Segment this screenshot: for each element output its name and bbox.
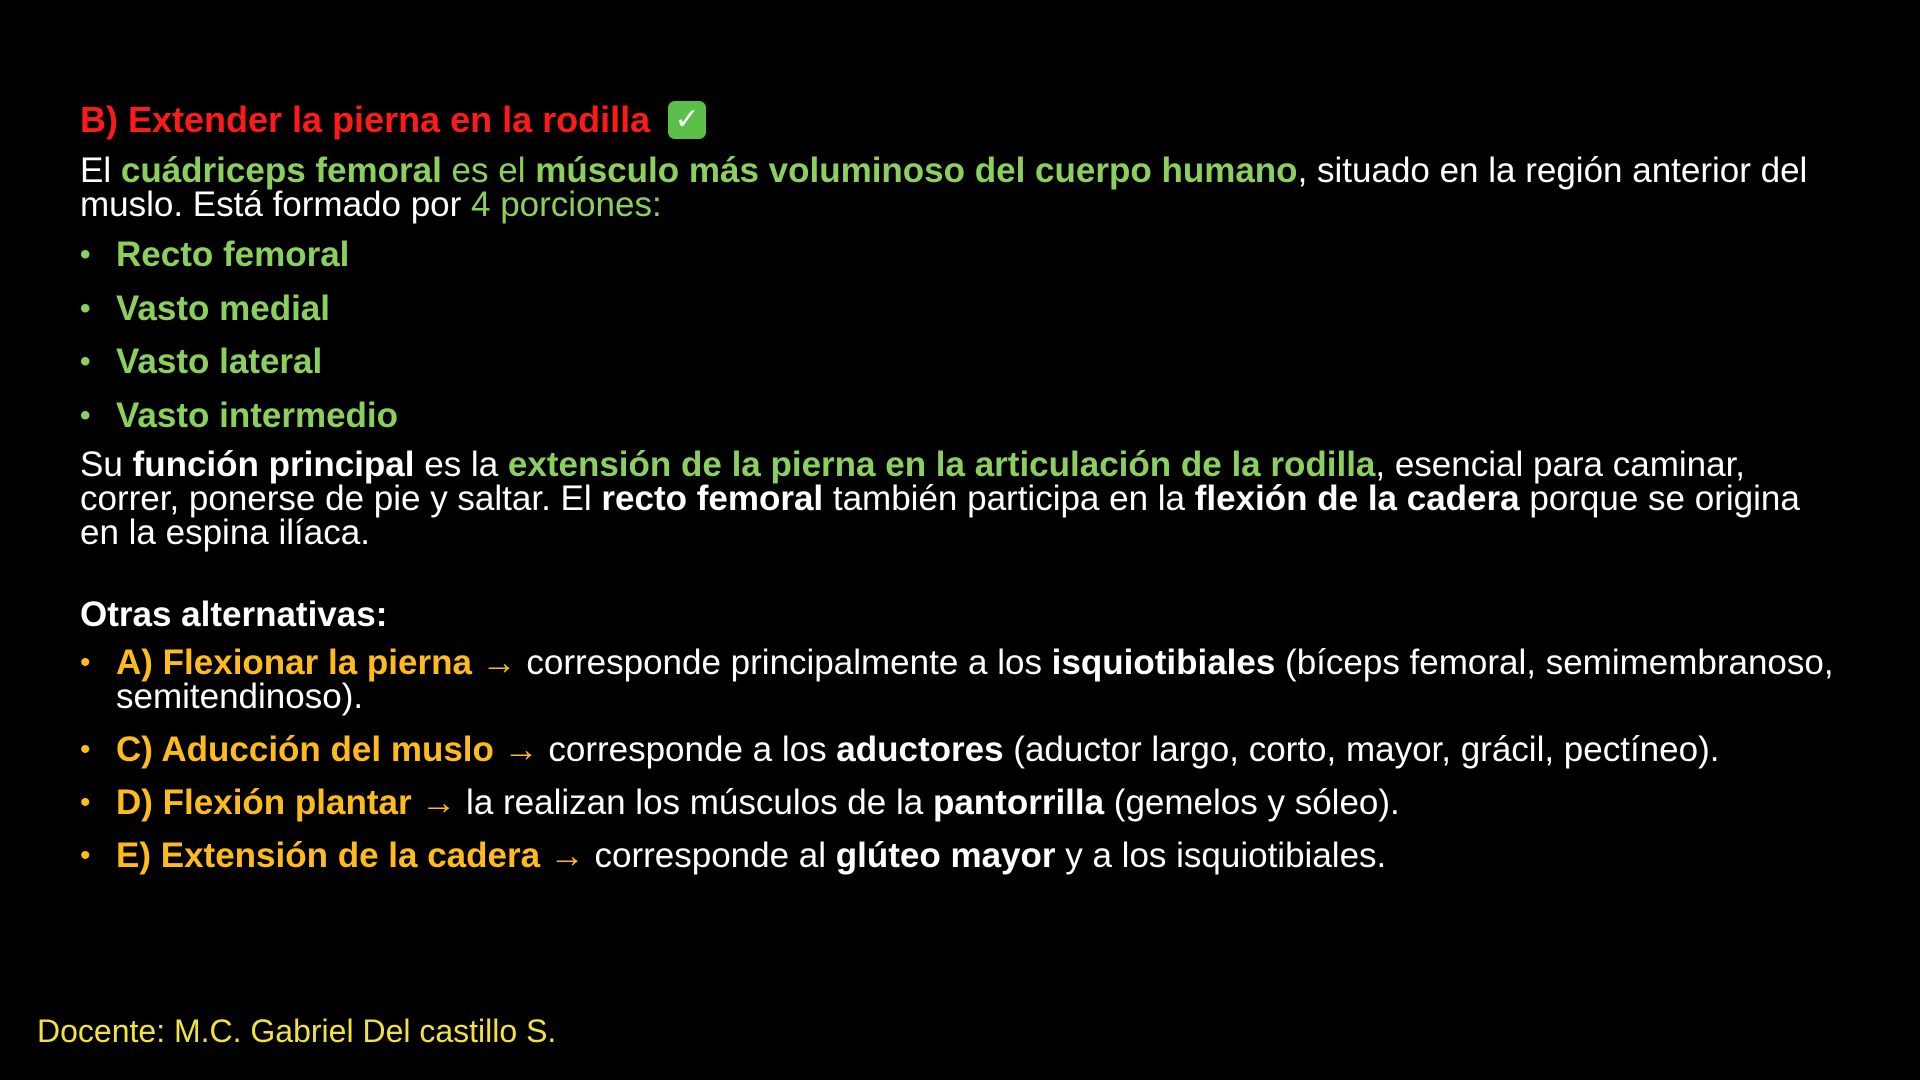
funcion-principal: función principal (132, 445, 415, 484)
otras-alternativas-heading: Otras alternativas: (80, 595, 388, 634)
intro-musculo: músculo más voluminoso del cuerpo humano (535, 151, 1298, 190)
alternativa-bold: isquiotibiales (1051, 643, 1276, 682)
bullet-dot-icon: • (80, 733, 91, 766)
answer-heading (80, 96, 1840, 144)
funcion-recto-femoral: recto femoral (601, 479, 824, 518)
list-item (80, 234, 1840, 276)
alternativa-text: (gemelos y sóleo). (1104, 783, 1400, 822)
funcion-text-1: Su (80, 445, 133, 484)
funcion-text-9: porque se origina en la espina ilíaca. (80, 479, 1800, 552)
bullet-dot-icon: • (80, 345, 91, 378)
alternativa-bold: pantorrilla (932, 783, 1105, 822)
intro-text-1: El (80, 151, 121, 190)
list-item (80, 341, 1840, 383)
alternativa-text: corresponde a los (538, 730, 837, 769)
intro-text-5: , situado en la región anterior del muslo. Está formado por (80, 151, 1808, 224)
porcion-label: Recto femoral (116, 235, 350, 274)
porciones-list (80, 234, 1840, 437)
funcion-paragraph (80, 445, 1840, 552)
bullet-dot-icon: • (80, 291, 91, 325)
alternativa-text: (aductor largo, corto, mayor, grácil, pectíneo). (1003, 730, 1720, 769)
list-item (80, 395, 1840, 437)
intro-text-3: es el (441, 151, 536, 190)
alternativa-label: D) Flexión plantar → (116, 783, 457, 822)
footer-docente: Docente: M.C. Gabriel Del castillo S. (37, 1013, 557, 1049)
alternativa-bold: aductores (836, 730, 1004, 769)
alternativa-label: C) Aducción del muslo → (116, 730, 539, 769)
list-item (80, 730, 1840, 769)
answer-heading-text: B) Extender la pierna en la rodilla (80, 99, 651, 140)
bullet-dot-icon: • (80, 646, 91, 679)
alternativa-label: E) Extensión de la cadera → (116, 836, 585, 875)
intro-paragraph (80, 151, 1840, 224)
funcion-text-7: también participa en la (823, 479, 1195, 518)
funcion-text-5: , esencial para caminar, correr, ponerse de pie y saltar. El (80, 445, 1746, 518)
intro-porciones: 4 porciones: (471, 185, 662, 224)
porcion-label: Vasto medial (116, 288, 330, 328)
list-item (80, 783, 1840, 822)
slide-content (80, 96, 1840, 892)
bullet-dot-icon: • (80, 238, 91, 271)
alternativa-label: A) Flexionar la pierna → (116, 643, 517, 682)
alternativas-list (80, 643, 1840, 875)
bullet-dot-icon: • (80, 398, 91, 432)
alternativa-text: (bíceps femoral, semimembranoso, semitendinoso). (116, 643, 1834, 716)
funcion-extension: extensión de la pierna en la articulación de la rodilla (507, 445, 1376, 484)
list-item (80, 643, 1840, 716)
alternativa-text: corresponde principalmente a los (516, 643, 1052, 682)
alternativa-bold: glúteo mayor (835, 836, 1056, 875)
bullet-dot-icon: • (80, 839, 91, 872)
porcion-label: Vasto lateral (116, 342, 323, 381)
alternativa-text: y a los isquiotibiales. (1055, 836, 1387, 875)
funcion-text-3: es la (414, 445, 508, 484)
bullet-dot-icon: • (80, 786, 91, 819)
alternativa-text: la realizan los músculos de la (456, 783, 933, 822)
check-mark-icon: ✓ (668, 101, 706, 139)
intro-cuadriceps: cuádriceps femoral (120, 151, 442, 190)
list-item (80, 288, 1840, 330)
alternativa-text: corresponde al (584, 836, 836, 875)
porcion-label: Vasto intermedio (116, 395, 399, 435)
list-item (80, 836, 1840, 875)
funcion-flexion-cadera: flexión de la cadera (1194, 479, 1520, 518)
